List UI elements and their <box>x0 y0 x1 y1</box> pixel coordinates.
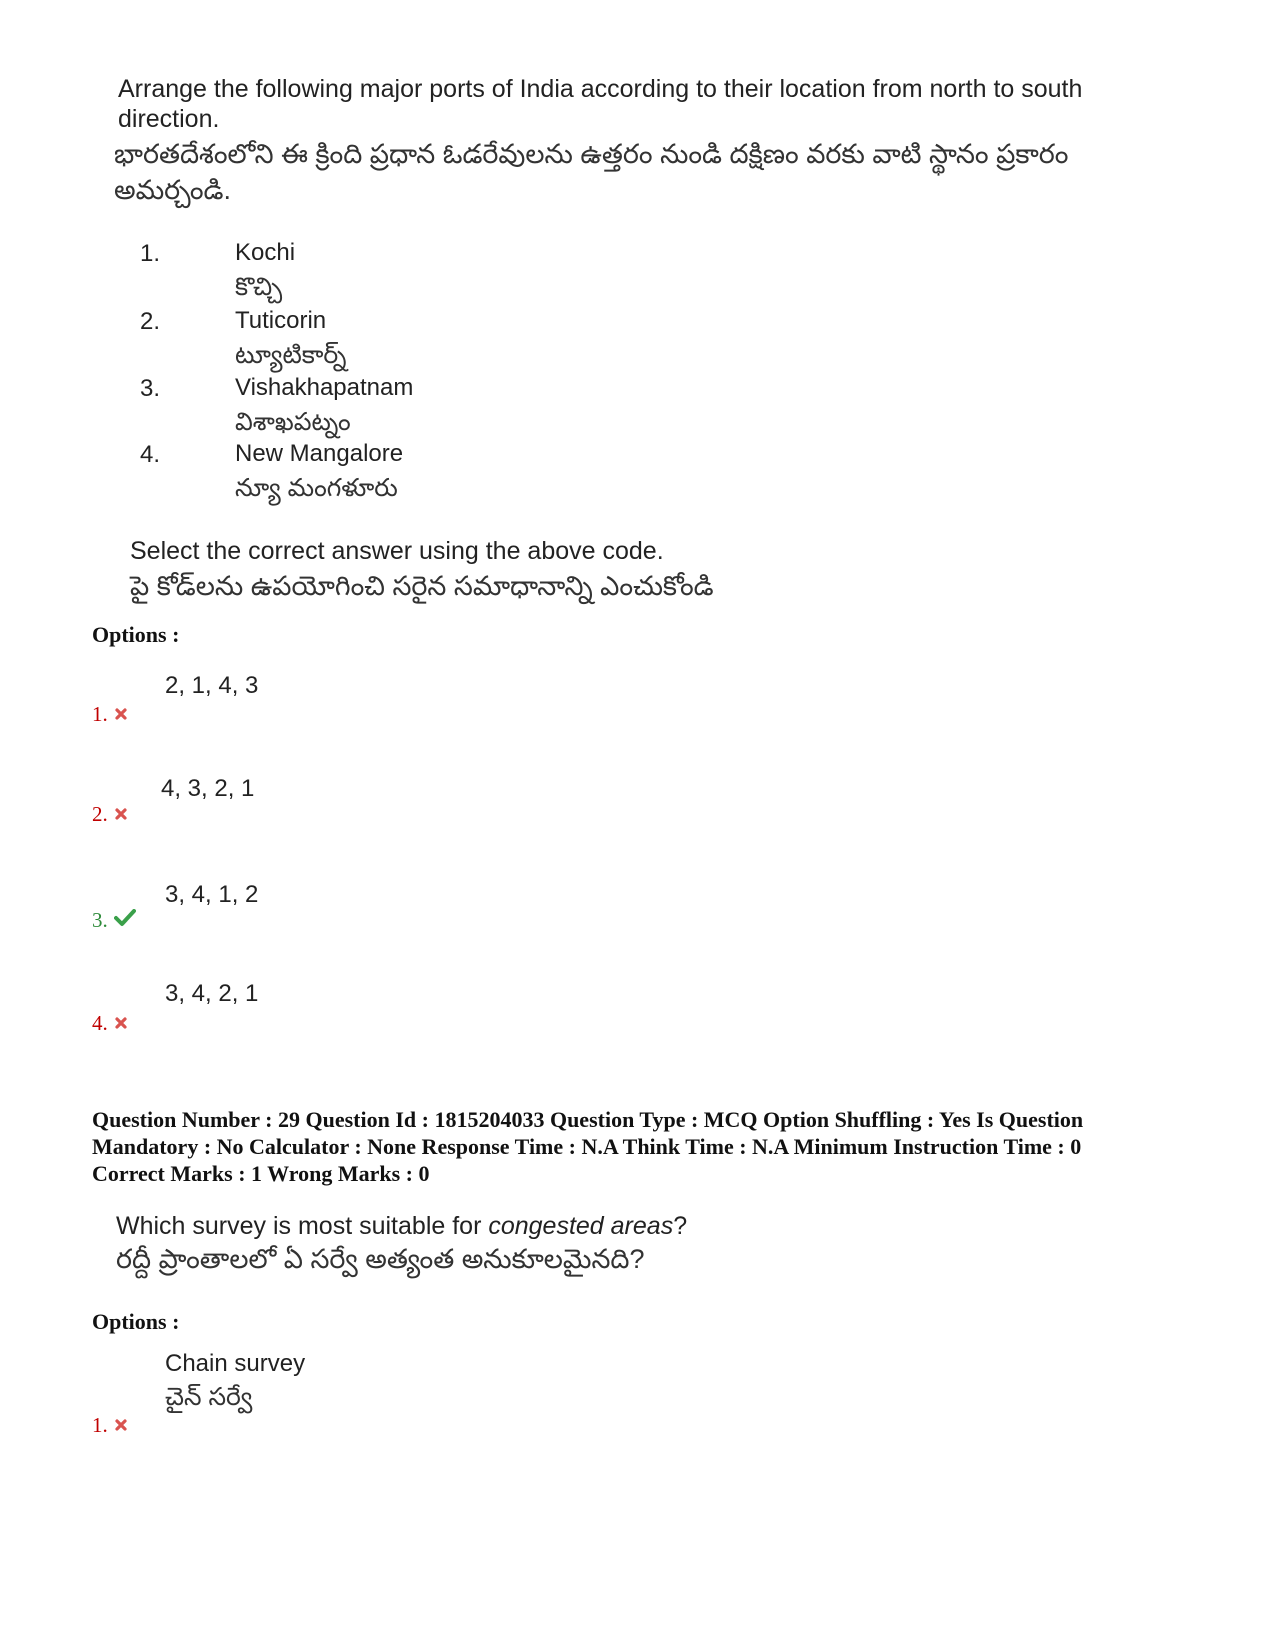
text-part: Which survey is most suitable for <box>116 1212 489 1240</box>
question-28-instruction-en: Select the correct answer using the above code. <box>130 537 664 565</box>
option-3[interactable] <box>92 908 136 933</box>
text-part: ? <box>673 1212 688 1240</box>
option-number: 1. <box>92 702 108 726</box>
cross-icon <box>114 702 128 727</box>
question-29-text-en <box>116 1211 1116 1241</box>
cross-icon <box>114 1011 128 1036</box>
emphasis-text: congested areas <box>488 1212 674 1240</box>
item-number: 4. <box>140 441 161 468</box>
item-number: 1. <box>140 240 161 267</box>
option-number: 2. <box>92 802 108 826</box>
item-number: 2. <box>140 308 161 335</box>
question-29-meta <box>92 1106 1222 1187</box>
meta-line: Correct Marks : 1 Wrong Marks : 0 <box>92 1161 430 1186</box>
option-4[interactable] <box>92 1011 128 1036</box>
item-te: విశాఖపట్నం <box>235 408 351 436</box>
meta-line: Mandatory : No Calculator : None Response Time : N.A Think Time : N.A Minimum Instruction Time : 0 <box>92 1134 1082 1159</box>
option-4-value: 3, 4, 2, 1 <box>165 980 259 1007</box>
question-28-instruction-te: పై కోడ్‌లను ఉపయోగించి సరైన సమాధానాన్ని ఎంచుకోండి <box>130 571 714 601</box>
check-icon <box>114 908 136 933</box>
question-28-text-en: Arrange the following major ports of India according to their location from north to south direction. <box>118 75 1083 133</box>
option-1-value-te: చైన్ సర్వే <box>165 1383 253 1411</box>
item-te: ట్యూటికార్న్ <box>235 341 347 369</box>
option-1-value-en: Chain survey <box>165 1350 306 1377</box>
cross-icon <box>114 1413 128 1438</box>
option-number: 3. <box>92 908 108 932</box>
item-en: Kochi <box>235 239 296 266</box>
option-1[interactable] <box>92 702 128 727</box>
option-number: 4. <box>92 1011 108 1035</box>
option-2[interactable] <box>92 802 128 827</box>
item-en: Vishakhapatnam <box>235 374 414 401</box>
options-label: Options : <box>92 1309 180 1334</box>
item-number: 3. <box>140 375 161 402</box>
option-1[interactable] <box>92 1413 128 1438</box>
item-te: కొచ్చి <box>235 273 283 301</box>
cross-icon <box>114 802 128 827</box>
question-29-text-te: రద్దీ ప్రాంతాలలో ఏ సర్వే అత్యంత అనుకూలమైనది? <box>116 1244 645 1274</box>
options-label: Options : <box>92 622 180 647</box>
option-3-value: 3, 4, 1, 2 <box>165 881 259 908</box>
option-2-value: 4, 3, 2, 1 <box>161 775 255 802</box>
item-en: Tuticorin <box>235 307 327 334</box>
meta-line: Question Number : 29 Question Id : 1815204033 Question Type : MCQ Option Shuffling : Yes Is Question <box>92 1107 1084 1132</box>
option-number: 1. <box>92 1413 108 1437</box>
question-28-text-te: భారతదేశంలోని ఈ క్రింది ప్రధాన ఓడరేవులను ఉత్తరం నుండి దక్షిణం వరకు వాటి స్థానం ప్రకారం అమర్చండి. <box>114 139 1069 205</box>
item-te: న్యూ మంగళూరు <box>235 474 398 502</box>
option-1-value: 2, 1, 4, 3 <box>165 672 259 699</box>
item-en: New Mangalore <box>235 440 404 467</box>
